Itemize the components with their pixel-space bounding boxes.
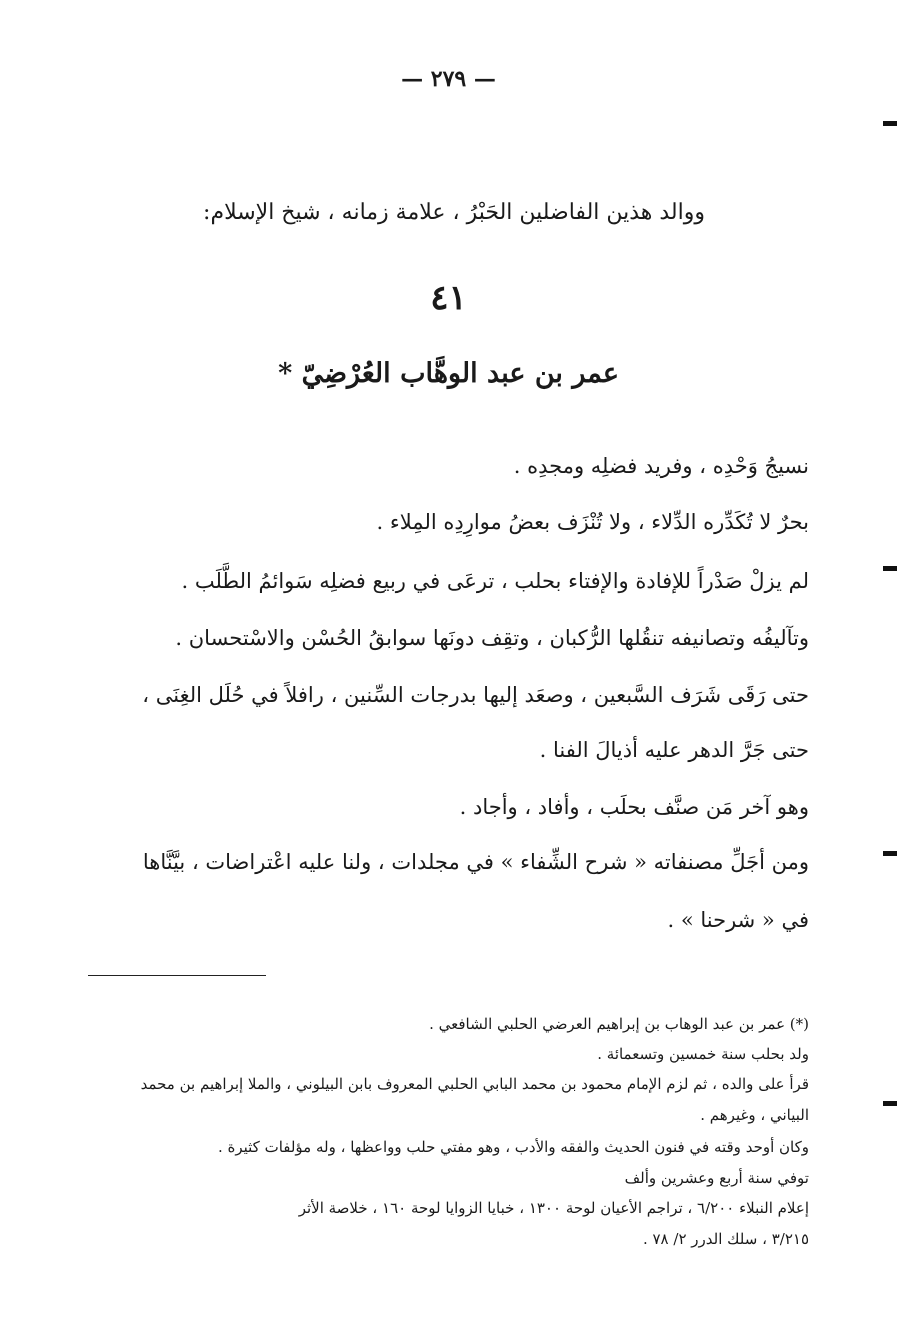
body-line: حتى جَرَّ الدهر عليه أذيالَ الفنا .	[539, 738, 809, 762]
scan-edge-mark	[883, 121, 897, 126]
body-line: وتآليفُه وتصانيفه تنقُلها الرُّكبان ، وتقِف دونَها سوابقُ الحُسْن والاسْتحسان .	[175, 626, 809, 650]
body-line: في « شرحنا » .	[667, 908, 809, 932]
footnotes	[89, 0, 809, 1331]
footnote-line: ولد بحلب سنة خمسين وتسعمائة .	[597, 1045, 809, 1063]
footnote-line: إعلام النبلاء ٦/٢٠٠ ، تراجم الأعيان لوحة ١٣٠٠ ، خبايا الزوايا لوحة ١٦٠ ، خلاصة الأثر	[298, 1199, 809, 1217]
body-line: وهو آخر مَن صنَّف بحلَب ، وأفاد ، وأجاد .	[459, 795, 809, 819]
body-line: لم يزلْ صَدْراً للإفادة والإفتاء بحلب ، ترعَى في ربيع فضلِه سَوائمُ الطَّلَب .	[181, 569, 809, 593]
body-line: نسيجُ وَحْدِه ، وفريد فضلِه ومجدِه .	[513, 454, 809, 478]
footnote-line: البياني ، وغيرهم .	[700, 1106, 809, 1124]
footnote-line: ٣/٢١٥ ، سلك الدرر ٢/ ٧٨ .	[642, 1230, 809, 1248]
body-line: ومن أجَلِّ مصنفاته « شرح الشِّفاء » في مجلدات ، ولنا عليه اعْتراضات ، بيَّنَّاها	[142, 850, 809, 874]
page-number: — ٢٧٩ —	[401, 66, 496, 92]
footnote-line: وكان أوحد وقته في فنون الحديث والفقه والأدب ، وهو مفتي حلب وواعظها ، وله مؤلفات كثيرة .	[217, 1138, 809, 1156]
footnote-line: قرأ على والده ، ثم لزم الإمام محمود بن محمد البابي الحلبي المعروف بابن البيلوني ، والملا إبراهيم بن محمد	[140, 1075, 809, 1093]
scan-edge-mark	[883, 566, 897, 571]
intro-line: ووالد هذين الفاضلين الحَبْرُ ، علامة زمانه ، شيخ الإسلام:	[203, 200, 705, 225]
scan-edge-mark	[883, 851, 897, 856]
entry-number: ٤١	[430, 278, 467, 318]
entry-title: عمر بن عبد الوهَّاب العُرْضِيّ *	[278, 358, 619, 389]
body-line: بحرٌ لا تُكَدِّره الدِّلاء ، ولا تُنْزَف بعضُ موارِدِه المِلاء .	[376, 510, 809, 534]
footnote-line: توفي سنة أربع وعشرين وألف	[624, 1169, 809, 1187]
body-line: حتى رَقَى شَرَف السَّبعين ، وصعَد إليها بدرجات السِّنين ، رافلاً في حُلَل الغِنَى ،	[142, 683, 809, 707]
scan-edge-mark	[883, 1101, 897, 1106]
footnote-line: (*) عمر بن عبد الوهاب بن إبراهيم العرضي الحلبي الشافعي .	[429, 1015, 809, 1033]
